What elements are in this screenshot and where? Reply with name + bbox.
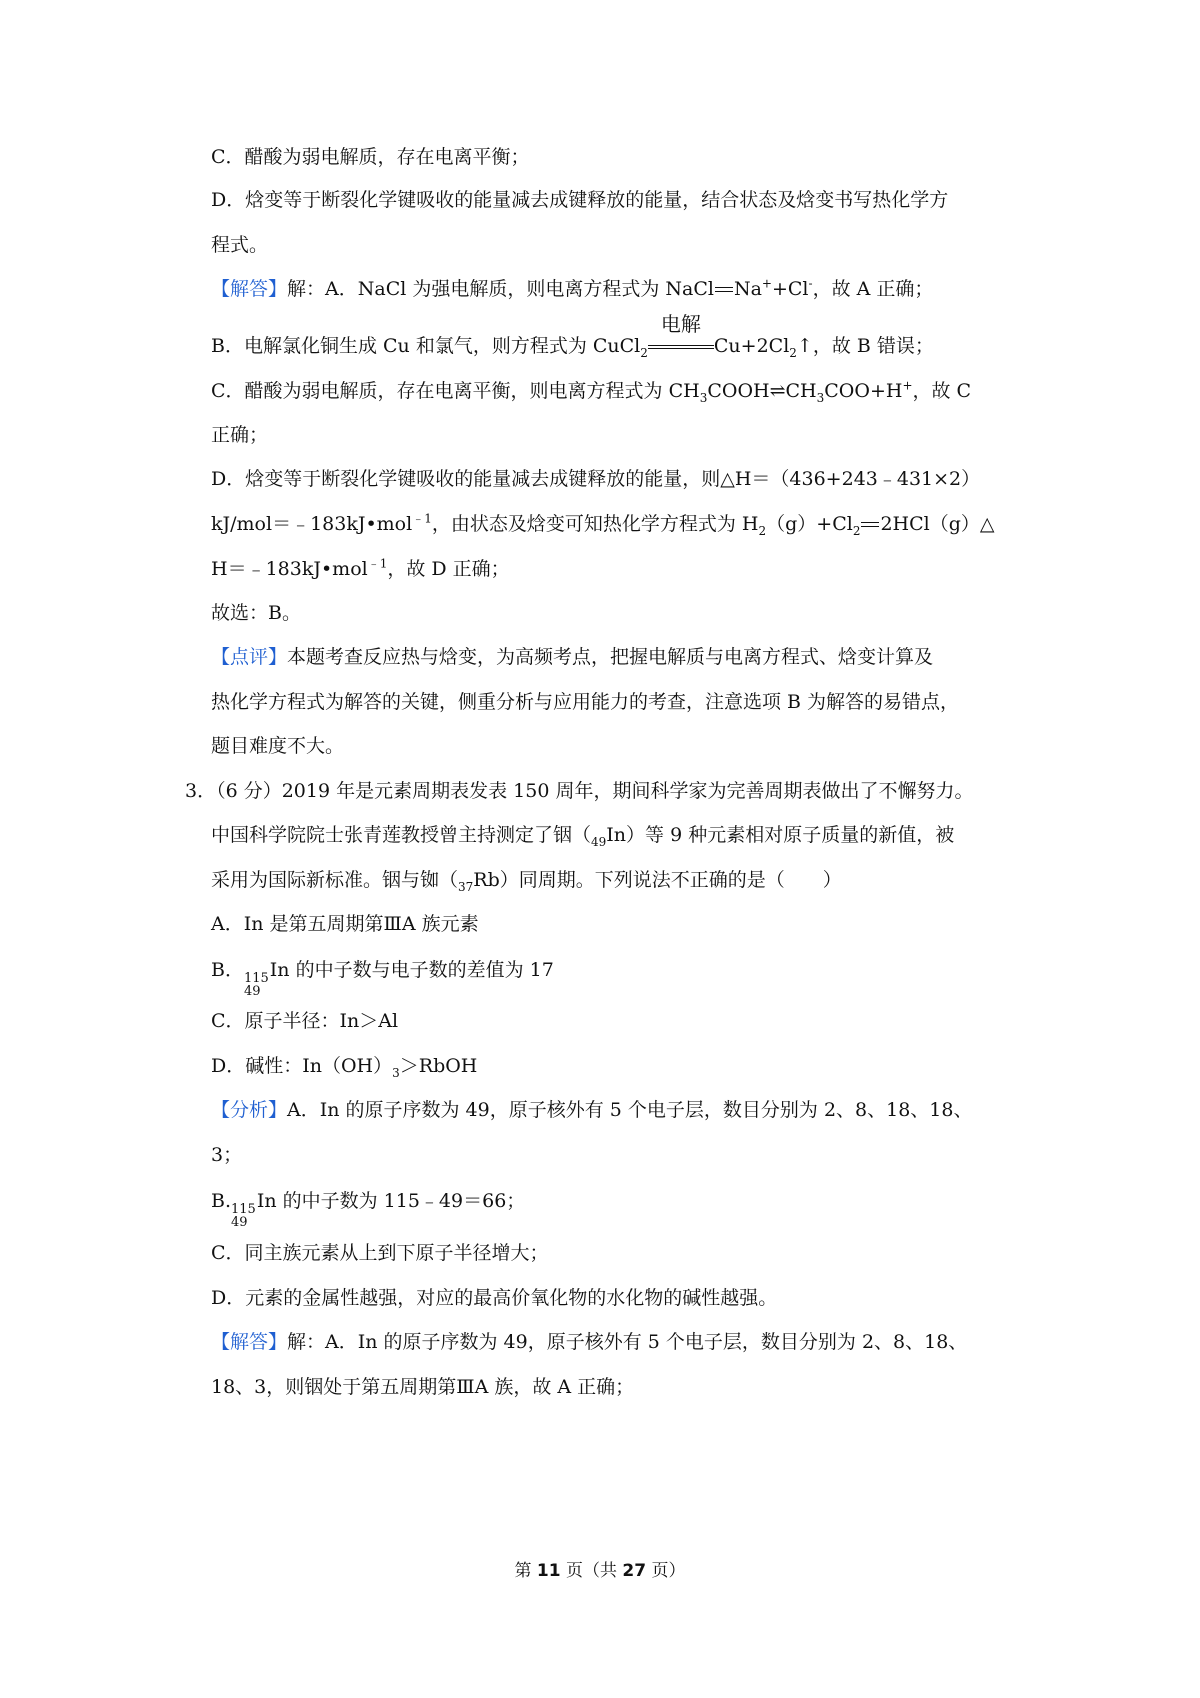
text: Cu+2Cl xyxy=(713,335,790,357)
superscript: + xyxy=(902,378,913,393)
line-c-hint xyxy=(211,148,530,167)
text: COOH⇌CH xyxy=(707,380,817,402)
text: Rb）同周期。下列说法不正确的是（ ） xyxy=(473,869,842,891)
comment-line-3 xyxy=(211,737,344,756)
solution-tag: 【解答】 xyxy=(211,278,288,300)
text: B. xyxy=(211,1190,232,1212)
mass-number: 115 xyxy=(243,970,269,986)
text: 页） xyxy=(646,1561,686,1581)
electrolysis-condition xyxy=(648,312,714,352)
subscript: 49 xyxy=(591,834,607,849)
atomic-number: 49 xyxy=(231,1215,248,1231)
comment-line-1 xyxy=(211,648,933,667)
comment-line-2 xyxy=(211,693,959,712)
page-total: 27 xyxy=(622,1561,647,1581)
text: Na xyxy=(733,278,762,300)
text: B．电解氯化铜生成 Cu 和氯气，则方程式为 CuCl xyxy=(211,335,641,357)
solution-tag: 【解答】 xyxy=(211,1331,288,1353)
text: In 的中子数与电子数的差值为 17 xyxy=(269,959,554,981)
text: 热化学方程式为解答的关键，侧重分析与应用能力的考查，注意选项 B 为解答的易错点， xyxy=(211,691,960,713)
line-d-hint-cont xyxy=(211,236,268,255)
text: D．碱性：In（OH） xyxy=(211,1055,393,1077)
solution2-line-2 xyxy=(211,1378,634,1397)
superscript: ﹣1 xyxy=(367,556,388,571)
text: ，故 A 正确； xyxy=(812,278,934,300)
text: ，由状态及焓变可知热化学方程式为 H xyxy=(431,513,759,535)
page-footer xyxy=(0,1556,1200,1581)
text: 第 xyxy=(514,1561,537,1581)
text: In 的中子数为 115﹣49＝66； xyxy=(256,1190,526,1212)
option-b xyxy=(211,961,554,999)
nuclide-notation xyxy=(231,1203,256,1230)
comment-tag: 【点评】 xyxy=(211,646,288,668)
text: In）等 9 种元素相对原子质量的新值，被 xyxy=(606,824,955,846)
superscript: - xyxy=(808,276,813,291)
solution-line-a xyxy=(211,276,934,300)
subscript: 3 xyxy=(699,390,708,405)
subscript: 2 xyxy=(789,345,797,360)
solution-line-d-2 xyxy=(211,511,995,538)
text: 中国科学院院士张青莲教授曾主持测定了铟（ xyxy=(211,824,592,846)
analysis-line-3 xyxy=(211,1192,525,1230)
text: 故选：B。 xyxy=(211,602,301,624)
text: 3； xyxy=(211,1144,243,1166)
subscript: 3 xyxy=(392,1065,400,1080)
question-3-stem-2 xyxy=(211,824,955,849)
text: ＞RbOH xyxy=(399,1055,478,1077)
text: 本题考查反应热与焓变，为高频考点，把握电解质与电离方程式、焓变计算及 xyxy=(287,646,934,668)
answer-choice xyxy=(211,604,301,623)
subscript: 2 xyxy=(852,523,861,538)
option-c xyxy=(211,1012,398,1031)
condition-label: 电解 xyxy=(660,312,701,336)
option-a xyxy=(211,915,479,934)
question-3-stem-3 xyxy=(211,869,842,894)
analysis-line-2 xyxy=(211,1146,242,1165)
text: C．醋酸为弱电解质，存在电离平衡； xyxy=(211,146,530,168)
text: C．同主族元素从上到下原子半径增大； xyxy=(211,1242,549,1264)
text: 3．（6 分）2019 年是元素周期表发表 150 周年，期间科学家为完善周期表做出了不懈努力。 xyxy=(185,780,974,802)
text: ↑，故 B 错误； xyxy=(796,335,934,357)
option-d xyxy=(211,1055,478,1080)
text: ，故 C xyxy=(912,380,972,402)
line-d-hint xyxy=(211,191,948,210)
text: A．In 的原子序数为 49，原子核外有 5 个电子层，数目分别为 2、8、18、18、 xyxy=(287,1099,973,1121)
superscript: ﹣1 xyxy=(412,511,432,526)
equals-sign xyxy=(714,284,734,296)
equals-sign xyxy=(860,519,880,531)
text: 解：A．In 的原子序数为 49，原子核外有 5 个电子层，数目分别为 2、8、18、 xyxy=(287,1331,968,1353)
text: COO+H xyxy=(824,380,903,402)
text: A．In 是第五周期第ⅢA 族元素 xyxy=(211,913,479,935)
solution-line-b xyxy=(211,312,934,360)
text: 正确； xyxy=(211,424,269,446)
text: H＝﹣183kJ•mol xyxy=(211,558,368,580)
text: 程式。 xyxy=(211,234,269,256)
question-3-stem xyxy=(185,782,973,801)
text: 采用为国际新标准。铟与铷（ xyxy=(211,869,459,891)
solution-line-d xyxy=(211,470,980,489)
solution-line-c xyxy=(211,378,972,405)
subscript: 37 xyxy=(458,879,474,894)
text: （g）+Cl xyxy=(766,513,853,535)
text: 题目难度不大。 xyxy=(211,735,345,757)
text: kJ/mol＝﹣183kJ•mol xyxy=(211,513,413,535)
analysis-line-5 xyxy=(211,1289,777,1308)
text: 页（共 xyxy=(560,1561,623,1581)
mass-number: 115 xyxy=(231,1201,256,1217)
text: B． xyxy=(211,959,244,981)
superscript: + xyxy=(761,276,772,291)
solution2-line-1 xyxy=(211,1333,967,1352)
text: 2HCl（g）△ xyxy=(880,513,995,535)
solution-line-c-cont xyxy=(211,426,268,445)
text: 18、3，则铟处于第五周期第ⅢA 族，故 A 正确； xyxy=(211,1376,635,1398)
text: 解：A．NaCl 为强电解质，则电离方程式为 NaCl xyxy=(287,278,714,300)
text: +Cl xyxy=(771,278,809,300)
text: D．元素的金属性越强，对应的最高价氧化物的水化物的碱性越强。 xyxy=(211,1287,778,1309)
text: D．焓变等于断裂化学键吸收的能量减去成键释放的能量，结合状态及焓变书写热化学方 xyxy=(211,189,949,211)
subscript: 2 xyxy=(640,345,648,360)
nuclide-notation xyxy=(244,972,269,999)
analysis-line-1 xyxy=(211,1101,972,1120)
analysis-line-4 xyxy=(211,1244,549,1263)
solution-line-d-3 xyxy=(211,556,510,580)
page-number: 11 xyxy=(536,1561,561,1581)
text: C．醋酸为弱电解质，存在电离平衡，则电离方程式为 CH xyxy=(211,380,700,402)
text: C．原子半径：In＞Al xyxy=(211,1010,399,1032)
subscript: 2 xyxy=(758,523,767,538)
subscript: 3 xyxy=(816,390,825,405)
text: ，故 D 正确； xyxy=(387,558,510,580)
text: D．焓变等于断裂化学键吸收的能量减去成键释放的能量，则△H＝（436+243﹣431×2） xyxy=(211,468,981,490)
analysis-tag: 【分析】 xyxy=(211,1099,288,1121)
atomic-number: 49 xyxy=(243,984,261,1000)
